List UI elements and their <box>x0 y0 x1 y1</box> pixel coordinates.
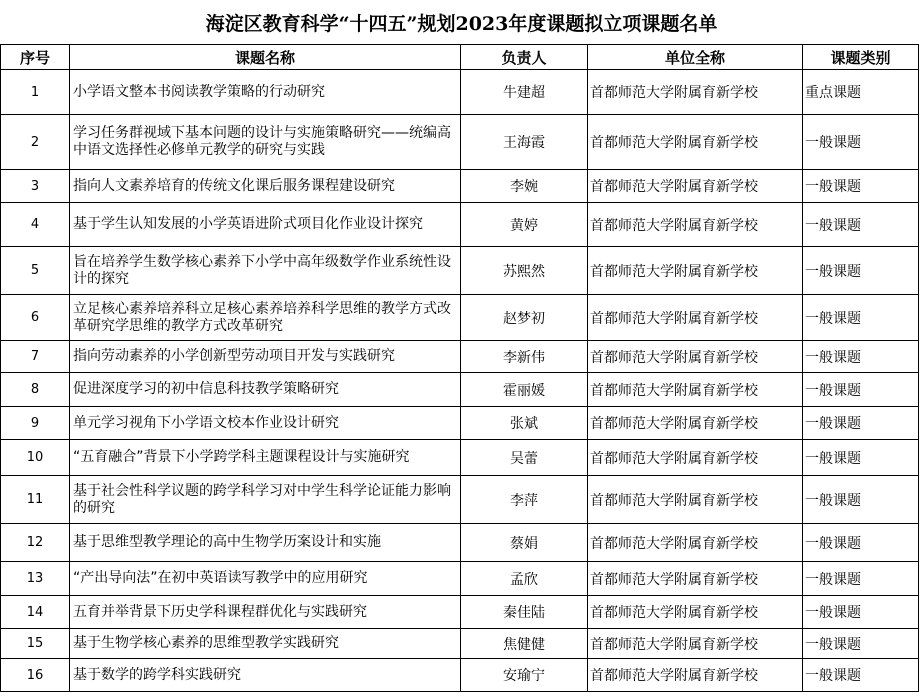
cell-name: 基于思维型教学理论的高中生物学历案设计和实施 <box>70 524 461 562</box>
cell-unit: 首都师范大学附属育新学校 <box>588 524 803 562</box>
cell-seq: 6 <box>1 295 70 341</box>
cell-category: 一般课题 <box>803 295 919 341</box>
cell-seq: 1 <box>1 70 70 115</box>
table-row <box>1 562 919 596</box>
cell-unit: 首都师范大学附属育新学校 <box>588 170 803 203</box>
cell-unit: 首都师范大学附属育新学校 <box>588 203 803 247</box>
cell-unit: 首都师范大学附属育新学校 <box>588 629 803 659</box>
cell-person: 王海霞 <box>461 115 588 170</box>
page-title: 海淀区教育科学“十四五”规划2023年度课题拟立项课题名单 <box>205 12 718 35</box>
cell-name: “五育融合”背景下小学跨学科主题课程设计与实施研究 <box>70 440 461 476</box>
cell-category: 一般课题 <box>803 562 919 596</box>
cell-name: 基于数学的跨学科实践研究 <box>70 659 461 692</box>
header-name: 课题名称 <box>70 45 461 70</box>
cell-category: 一般课题 <box>803 373 919 407</box>
cell-seq: 5 <box>1 247 70 295</box>
cell-unit: 首都师范大学附属育新学校 <box>588 562 803 596</box>
cell-person: 安瑜宁 <box>461 659 588 692</box>
cell-category: 一般课题 <box>803 440 919 476</box>
header-row <box>1 45 919 70</box>
cell-name: 基于生物学核心素养的思维型教学实践研究 <box>70 629 461 659</box>
cell-unit: 首都师范大学附属育新学校 <box>588 115 803 170</box>
cell-category: 重点课题 <box>803 70 919 115</box>
cell-name: 指向劳动素养的小学创新型劳动项目开发与实践研究 <box>70 341 461 373</box>
header-person: 负责人 <box>461 45 588 70</box>
cell-category: 一般课题 <box>803 247 919 295</box>
table-row <box>1 170 919 203</box>
cell-name: 基于学生认知发展的小学英语进阶式项目化作业设计探究 <box>70 203 461 247</box>
cell-person: 李婉 <box>461 170 588 203</box>
cell-category: 一般课题 <box>803 629 919 659</box>
cell-category: 一般课题 <box>803 596 919 629</box>
cell-name: 旨在培养学生数学核心素养下小学中高年级数学作业系统性设计的探究 <box>70 247 461 295</box>
cell-person: 蔡娟 <box>461 524 588 562</box>
cell-seq: 14 <box>1 596 70 629</box>
project-table <box>0 44 919 692</box>
cell-category: 一般课题 <box>803 170 919 203</box>
cell-person: 焦健健 <box>461 629 588 659</box>
table-row <box>1 203 919 247</box>
header-unit: 单位全称 <box>588 45 803 70</box>
cell-person: 李新伟 <box>461 341 588 373</box>
cell-person: 李萍 <box>461 476 588 524</box>
cell-name: 学习任务群视域下基本问题的设计与实施策略研究——统编高中语文选择性必修单元教学的研究与实践 <box>70 115 461 170</box>
cell-category: 一般课题 <box>803 115 919 170</box>
table-row <box>1 596 919 629</box>
cell-person: 赵梦初 <box>461 295 588 341</box>
table-row <box>1 524 919 562</box>
cell-seq: 12 <box>1 524 70 562</box>
cell-unit: 首都师范大学附属育新学校 <box>588 373 803 407</box>
cell-name: “产出导向法”在初中英语读写教学中的应用研究 <box>70 562 461 596</box>
cell-category: 一般课题 <box>803 524 919 562</box>
cell-person: 霍丽媛 <box>461 373 588 407</box>
cell-category: 一般课题 <box>803 407 919 440</box>
table-row <box>1 629 919 659</box>
cell-unit: 首都师范大学附属育新学校 <box>588 659 803 692</box>
cell-person: 张斌 <box>461 407 588 440</box>
cell-person: 黄婷 <box>461 203 588 247</box>
header-category: 课题类别 <box>803 45 919 70</box>
cell-name: 五育并举背景下历史学科课程群优化与实践研究 <box>70 596 461 629</box>
table-row <box>1 341 919 373</box>
cell-unit: 首都师范大学附属育新学校 <box>588 407 803 440</box>
cell-unit: 首都师范大学附属育新学校 <box>588 247 803 295</box>
cell-seq: 2 <box>1 115 70 170</box>
cell-seq: 10 <box>1 440 70 476</box>
cell-unit: 首都师范大学附属育新学校 <box>588 476 803 524</box>
cell-name: 单元学习视角下小学语文校本作业设计研究 <box>70 407 461 440</box>
cell-category: 一般课题 <box>803 203 919 247</box>
table-row <box>1 407 919 440</box>
cell-unit: 首都师范大学附属育新学校 <box>588 70 803 115</box>
cell-seq: 7 <box>1 341 70 373</box>
table-row <box>1 70 919 115</box>
table-row <box>1 295 919 341</box>
cell-seq: 4 <box>1 203 70 247</box>
cell-person: 秦佳陆 <box>461 596 588 629</box>
table-row <box>1 440 919 476</box>
cell-unit: 首都师范大学附属育新学校 <box>588 341 803 373</box>
cell-category: 一般课题 <box>803 341 919 373</box>
cell-name: 促进深度学习的初中信息科技教学策略研究 <box>70 373 461 407</box>
cell-seq: 16 <box>1 659 70 692</box>
cell-name: 小学语文整本书阅读教学策略的行动研究 <box>70 70 461 115</box>
cell-seq: 8 <box>1 373 70 407</box>
cell-seq: 15 <box>1 629 70 659</box>
cell-person: 苏熙然 <box>461 247 588 295</box>
cell-unit: 首都师范大学附属育新学校 <box>588 440 803 476</box>
table-row <box>1 247 919 295</box>
cell-unit: 首都师范大学附属育新学校 <box>588 596 803 629</box>
cell-person: 牛建超 <box>461 70 588 115</box>
table-row <box>1 115 919 170</box>
cell-unit: 首都师范大学附属育新学校 <box>588 295 803 341</box>
cell-person: 吴蕾 <box>461 440 588 476</box>
cell-person: 孟欣 <box>461 562 588 596</box>
cell-name: 指向人文素养培育的传统文化课后服务课程建设研究 <box>70 170 461 203</box>
cell-seq: 11 <box>1 476 70 524</box>
header-seq: 序号 <box>1 45 70 70</box>
cell-name: 立足核心素养培养科立足核心素养培养科学思维的教学方式改革研究学思维的教学方式改革研究 <box>70 295 461 341</box>
table-row <box>1 476 919 524</box>
table-row <box>1 373 919 407</box>
cell-category: 一般课题 <box>803 476 919 524</box>
cell-category: 一般课题 <box>803 659 919 692</box>
cell-seq: 3 <box>1 170 70 203</box>
cell-seq: 9 <box>1 407 70 440</box>
table-row <box>1 659 919 692</box>
cell-seq: 13 <box>1 562 70 596</box>
cell-name: 基于社会性科学议题的跨学科学习对中学生科学论证能力影响的研究 <box>70 476 461 524</box>
